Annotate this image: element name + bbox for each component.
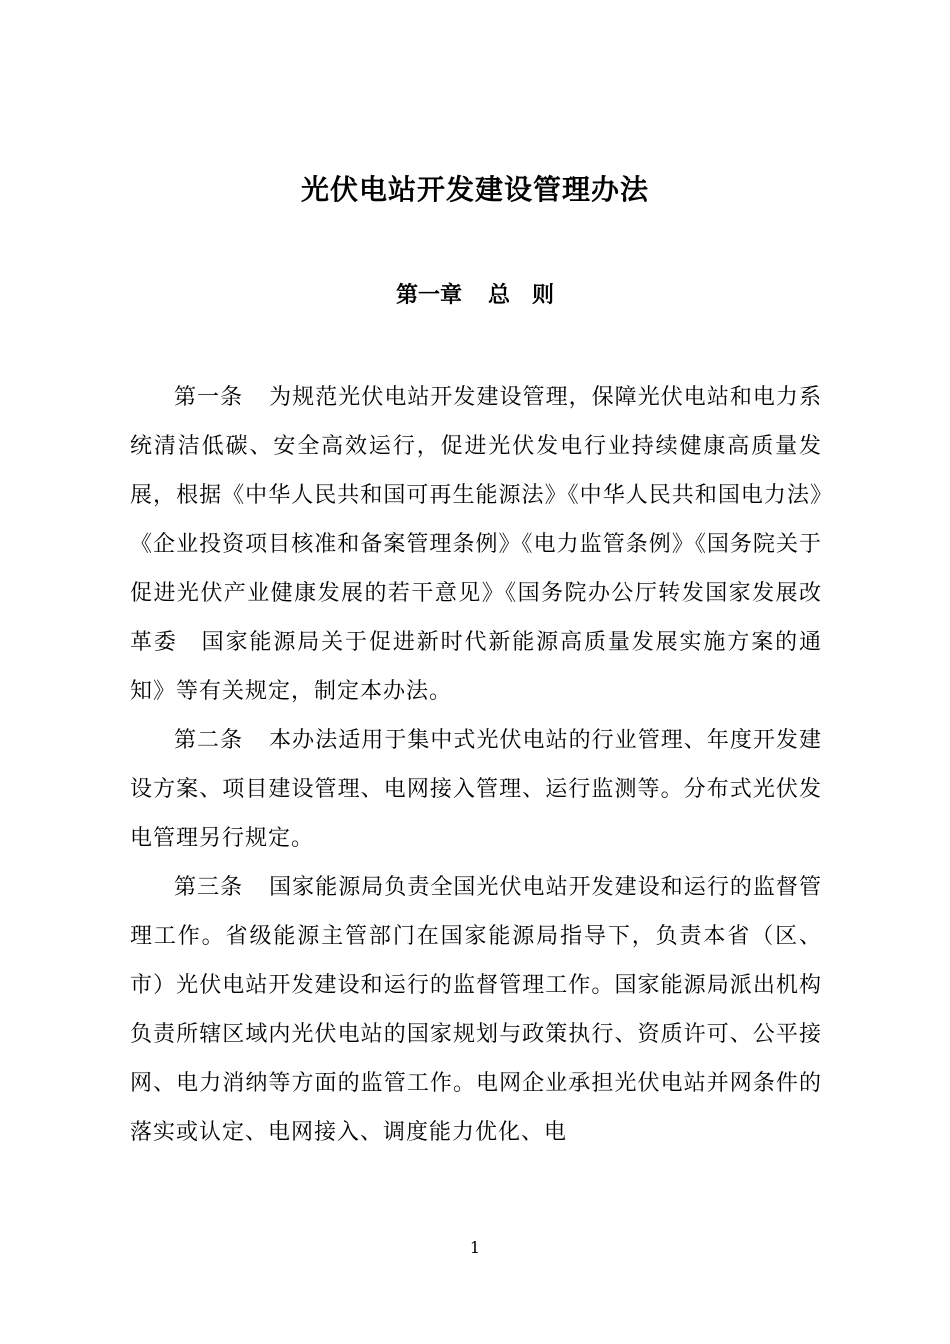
chapter-number: 第一章: [395, 283, 462, 308]
article-text: 本办法适用于集中式光伏电站的行业管理、年度开发建设方案、项目建设管理、电网接入管理、运行监测等。分布式光伏发电管理另行规定。: [130, 728, 822, 851]
article-number: 第二条: [174, 728, 244, 753]
article-2: [130, 716, 822, 863]
chapter-name: 总 则: [488, 283, 555, 308]
article-3: [130, 863, 822, 1157]
article-number: 第三条: [174, 875, 244, 900]
article-1: [130, 373, 822, 716]
article-text: 为规范光伏电站开发建设管理，保障光伏电站和电力系统清洁低碳、安全高效运行，促进光伏发电行业持续健康高质量发展，根据《中华人民共和国可再生能源法》《中华人民共和国电力法》《企业投资项目核准和备案管理条例》《电力监管条例》《国务院关于促进光伏产业健康发展的若干意见》《国务院办公厅转发国家发展改革委 国家能源局关于促进新时代新能源高质量发展实施方案的通知》等有关规定，制定本办法。: [130, 385, 822, 704]
chapter-heading: [0, 278, 950, 314]
article-text: 国家能源局负责全国光伏电站开发建设和运行的监督管理工作。省级能源主管部门在国家能源局指导下，负责本省（区、市）光伏电站开发建设和运行的监督管理工作。国家能源局派出机构负责所辖区域内光伏电站的国家规划与政策执行、资质许可、公平接网、电力消纳等方面的监管工作。电网企业承担光伏电站并网条件的落实或认定、电网接入、调度能力优化、电: [130, 875, 822, 1145]
document-title: 光伏电站开发建设管理办法: [300, 173, 649, 206]
document-body: [130, 373, 822, 1157]
article-number: 第一条: [174, 385, 244, 410]
page-number: 1: [469, 1238, 481, 1257]
